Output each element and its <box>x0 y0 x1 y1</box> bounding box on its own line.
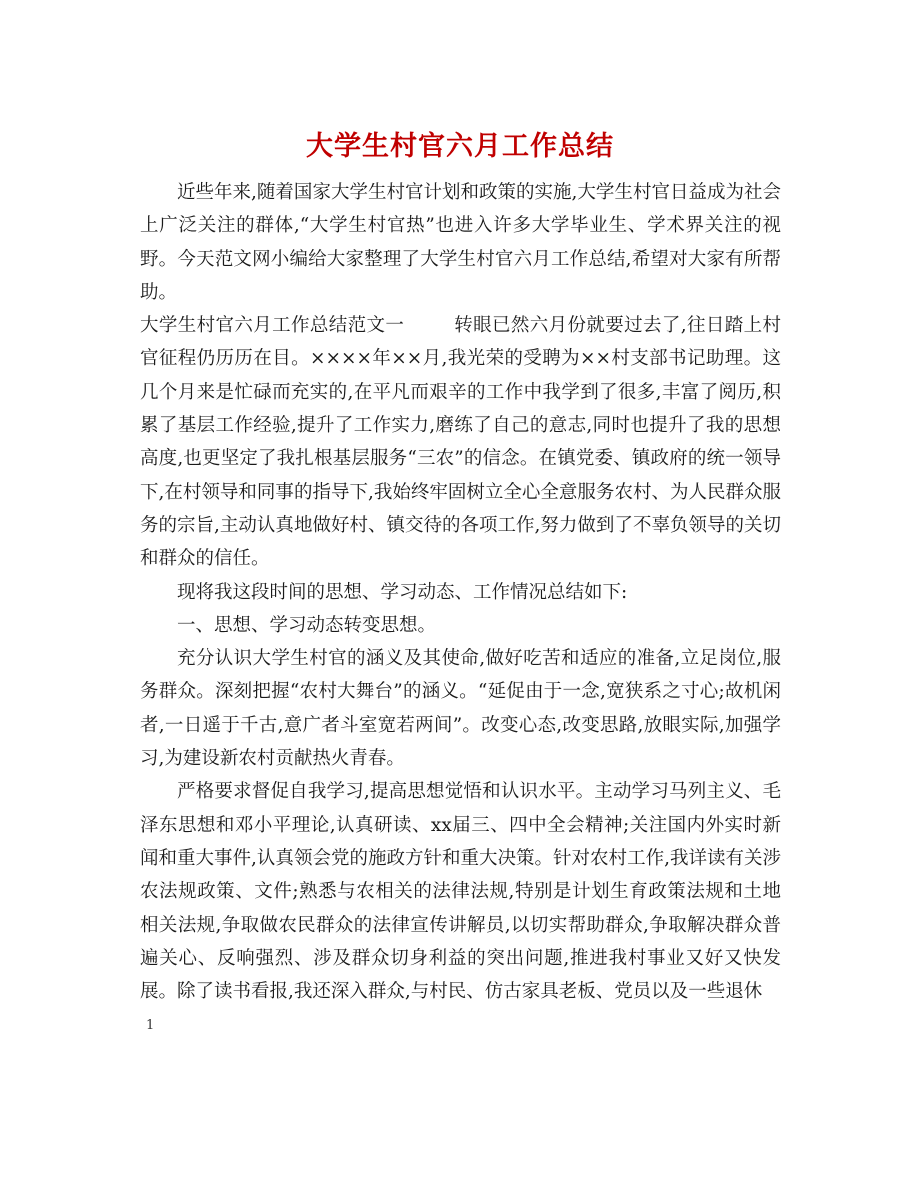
section-heading: 大学生村官六月工作总结范文一 <box>140 315 405 337</box>
section-body: 转眼已然六月份就要过去了,往日踏上村官征程仍历历在目。××××年××月,我光荣的受聘为××村支部书记助理。这几个月来是忙碌而充实的,在平凡而艰辛的工作中我学到了很多,丰富了阅历,积累了基层工作经验,提升了工作实力,磨练了自己的意志,同时也提升了我的思想高度,也更坚定了我扎根基层服务“三农”的信念。在镇党委、镇政府的统一领导下,在村领导和同事的指导下,我始终牢固树立全心全意服务农村、为人民群众服务的宗旨,主动认真地做好村、镇交待的各项工作,努力做到了不辜负领导的关切和群众的信任。 <box>140 315 781 570</box>
subheading-thought-study: 一、思想、学习动态转变思想。 <box>177 614 437 636</box>
section-paragraph <box>140 309 781 575</box>
document-title: 大学生村官六月工作总结 <box>306 131 614 162</box>
intro-paragraph: 近些年来,随着国家大学生村官计划和政策的实施,大学生村官日益成为社会上广泛关注的群体,“大学生村官热”也进入许多大学毕业生、学术界关注的视野。今天范文网小编给大家整理了大学生村官六月工作总结,希望对大家有所帮助。 <box>140 182 781 303</box>
page-number: 1 <box>146 1018 155 1033</box>
section-spacer <box>404 315 454 336</box>
summary-intro-paragraph: 现将我这段时间的思想、学习动态、工作情况总结如下: <box>177 581 628 603</box>
document-body <box>140 176 781 1008</box>
paragraph-mission: 充分认识大学生村官的涵义及其使命,做好吃苦和适应的准备,立足岗位,服务群众。深刻把握“农村大舞台”的涵义。“延促由于一念,宽狭系之寸心;故机闲者,一日遥于千古,意广者斗室宽若两间”。改变心态,改变思路,放眼实际,加强学习,为建设新农村贡献热火青春。 <box>140 648 781 770</box>
paragraph-self-study: 严格要求督促自我学习,提高思想觉悟和认识水平。主动学习马列主义、毛泽东思想和邓小平理论,认真研读、xx届三、四中全会精神;关注国内外实时新闻和重大事件,认真领会党的施政方针和重大决策。针对农村工作,我详读有关涉农法规政策、文件;熟悉与农相关的法律法规,特别是计划生育政策法规和土地相关法规,争取做农民群众的法律宣传讲解员,以切实帮助群众,争取解决群众普遍关心、反响强烈、涉及群众切身利益的突出问题,推进我村事业又好又快发展。除了读书看报,我还深入群众,与村民、仿古家具老板、党员以及一些退休 <box>140 781 781 1003</box>
